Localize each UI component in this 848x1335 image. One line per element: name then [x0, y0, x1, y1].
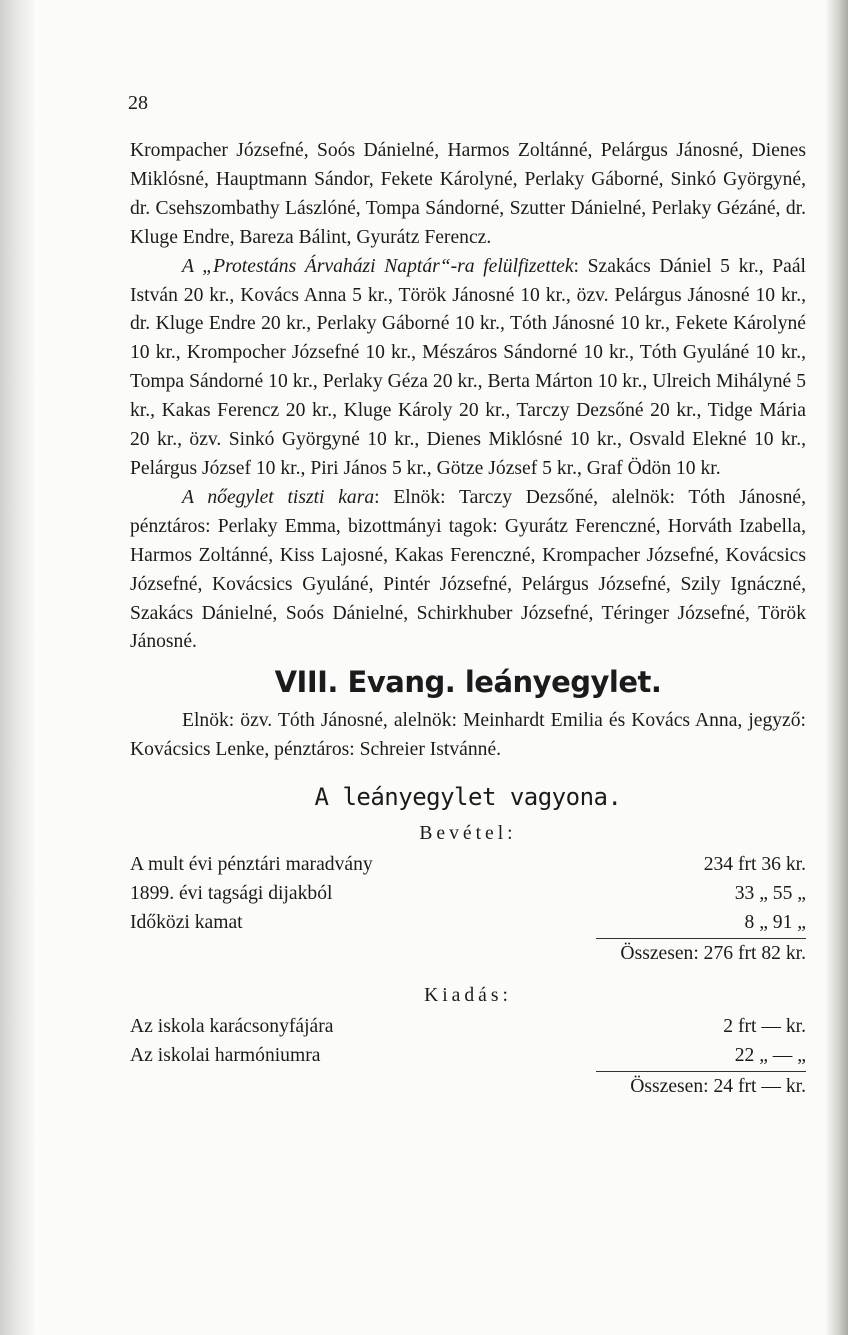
- ledger-amount: 33 „ 55 „: [734, 882, 806, 904]
- calendar-supporters-heading: A „Protestáns Árvaházi Naptár“-ra felülfizettek: [182, 255, 574, 277]
- income-total: Összesen: 276 frt 82 kr.: [620, 942, 806, 964]
- expense-total: Összesen: 24 frt — kr.: [630, 1076, 806, 1098]
- expense-ledger: [130, 1013, 806, 1102]
- income-total-row: [130, 938, 806, 969]
- ledger-row: [130, 851, 806, 880]
- ledger-label: Időközi kamat: [130, 911, 243, 933]
- ledger-row: [130, 1013, 806, 1042]
- section-title: VIII. Evang. leányegylet.: [274, 665, 662, 700]
- womens-association-officers-heading: A nőegylet tiszti kara: [182, 486, 375, 508]
- womens-association-officers-list: : Elnök: Tarczy Dezsőné, alelnök: Tóth Jánosné, pénztáros: Perlaky Emma, bizottmányi tagok: Gyurátz Ferenczné, Horváth Izabella, Harmos Zoltánné, Kiss Lajosné, Kakas Ferenczné, Krompacher Józsefné, Kovácsics Józsefné, Kovácsics Gyuláné, Pintér Józsefné, Pelárgus Józsefné, Szily Ignáczné, Szakács Dánielné, Soós Dánielné, Schirkhuber Józsefné, Téringer Józsefné, Török Jánosné.: [130, 486, 807, 653]
- scan-right-edge: [826, 0, 848, 1335]
- ledger-amount: 22 „ — „: [734, 1045, 806, 1067]
- ledger-row: [130, 909, 806, 938]
- scan-left-edge: [0, 0, 34, 1335]
- calendar-supporters-list: : Szakács Dániel 5 kr., Paál István 20 kr., Kovács Anna 5 kr., Török Jánosné 10 kr., özv. Pelárgus Jánosné 10 kr., dr. Kluge Endre 20 kr., Perlaky Gáborné 10 kr., Tóth Jánosné 10 kr., Fekete Károlyné 10 kr., Krompocher Józsefné 10 kr., Mészáros Sándorné 10 kr., Tóth Gyuláné 10 kr., Tompa Sándorné 10 kr., Perlaky Géza 20 kr., Berta Márton 10 kr., Ulreich Mihályné 5 kr., Kakas Ferencz 20 kr., Kluge Károly 20 kr., Tarczy Dezsőné 20 kr., Tidge Mária 20 kr., özv. Sinkó Györgyné 10 kr., Dienes Miklósné 10 kr., Osvald Elekné 10 kr., Pelárgus József 10 kr., Piri János 5 kr., Götze József 5 kr., Graf Ödön 10 kr.: [130, 255, 806, 479]
- ledger-amount: 8 „ 91 „: [744, 911, 806, 933]
- expense-block: [130, 982, 806, 1102]
- income-ledger: [130, 851, 806, 969]
- calendar-supporters-paragraph: [130, 253, 806, 484]
- ledger-row: [130, 1042, 806, 1071]
- expense-heading: Kiadás:: [424, 985, 512, 1007]
- ledger-label: A mult évi pénztári maradvány: [130, 853, 373, 875]
- ledger-label: 1899. évi tagsági dijakból: [130, 882, 333, 904]
- assets-title: A leányegylet vagyona.: [314, 783, 622, 812]
- girls-association-officers: Elnök: özv. Tóth Jánosné, alelnök: Meinhardt Emilia és Kovács Anna, jegyző: Kovácsics Lenke, pénztáros: Schreier Istvánné.: [130, 710, 806, 761]
- ledger-amount: 2 frt — kr.: [723, 1016, 806, 1038]
- page-number: 28: [128, 92, 148, 114]
- ledger-row: [130, 880, 806, 909]
- total-rule: [596, 1071, 806, 1072]
- ledger-amount: 234 frt 36 kr.: [703, 853, 806, 875]
- womens-association-officers-paragraph: [130, 484, 806, 657]
- ledger-label: Az iskola karácsonyfájára: [130, 1016, 334, 1038]
- ledger-label: Az iskolai harmóniumra: [130, 1045, 321, 1067]
- expense-total-row: [130, 1071, 806, 1102]
- page-body: [130, 137, 806, 1102]
- income-heading: Bevétel:: [419, 822, 517, 844]
- total-rule: [596, 938, 806, 939]
- donor-list-paragraph: Krompacher Józsefné, Soós Dánielné, Harmos Zoltánné, Pelárgus Jánosné, Dienes Miklósné, Hauptmann Sándor, Fekete Károlyné, Perlaky Gáborné, Sinkó Györgyné, dr. Csehszombathy Lászlóné, Tompa Sándorné, Szutter Dánielné, Perlaky Gézáné, dr. Kluge Endre, Bareza Bálint, Gyurátz Ferencz.: [130, 140, 806, 248]
